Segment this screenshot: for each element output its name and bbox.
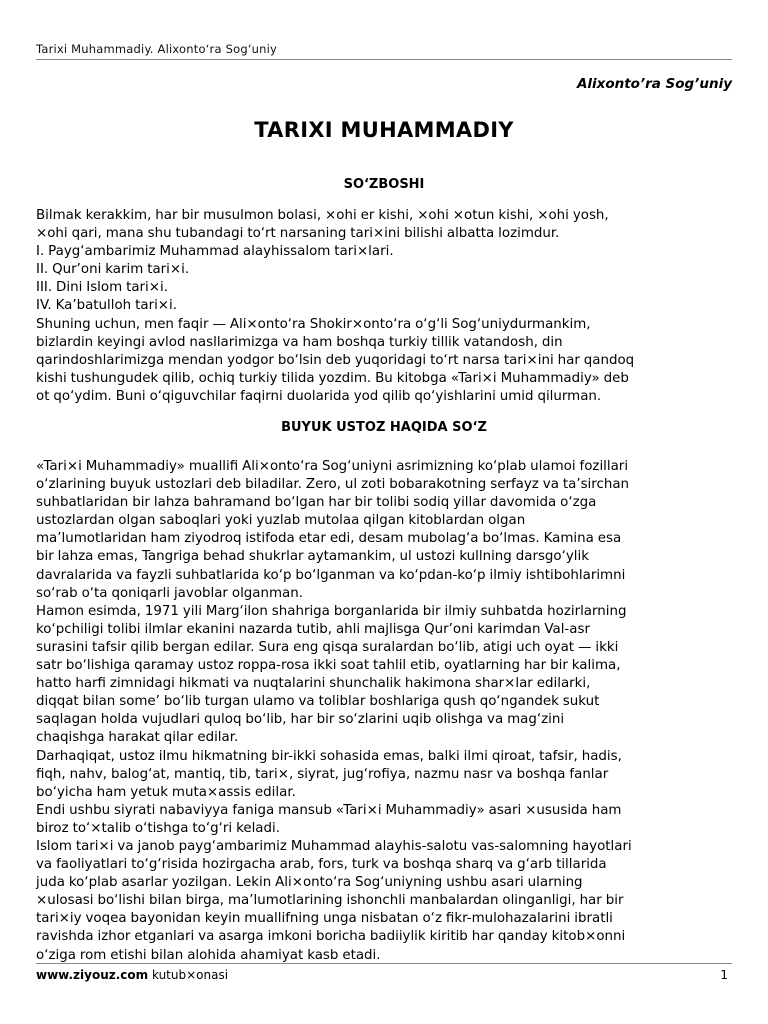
text-line: va faoliyatlari to‘g‘risida hozirgacha arab, fors, turk va boshqa sharq va g‘arb tillarida bbox=[36, 857, 607, 873]
text-line: tari×iy voqea bayonidan keyin muallifning unga nisbatan o‘z fikr-mulohazalarini ibratli bbox=[36, 911, 613, 927]
text-line: ustozlardan olgan saboqlari yoki yuzlab mutolaa qilgan kitoblardan olgan bbox=[36, 513, 526, 529]
text-line: ×ulosasi bo‘lishi bilan birga, ma’lumotlarining ishonchli manbalardan olinganligi, har bir bbox=[36, 893, 624, 909]
text-line: ma’lumotlaridan ham ziyodroq istifoda etar edi, desam mubolag‘a bo‘lmas. Kamina esa bbox=[36, 531, 622, 547]
text-line: fiqh, nahv, balog‘at, mantiq, tib, tari×, siyrat, jug‘rofiya, nazmu nasr va boshqa fanlar bbox=[36, 766, 609, 782]
text-line: III. Dini Islom tari×i. bbox=[36, 280, 168, 296]
section-heading-preface: SO‘ZBOSHI bbox=[343, 177, 425, 192]
footer-site-link[interactable]: www.ziyouz.com bbox=[36, 968, 149, 982]
text-line: satr bo‘lishiga qaramay ustoz roppa-rosa ikki soat tahlil etib, oyatlarning har bir kalima, bbox=[36, 658, 621, 674]
text-line: chaqishga harakat qilar edilar. bbox=[36, 730, 239, 746]
page-footer bbox=[36, 963, 732, 982]
text-line: suhbatlaridan bir lahza bahramand bo‘lgan har bir tolibi sodiq yillar davomida o‘zga bbox=[36, 495, 597, 511]
text-line: Bilmak kerakkim, har bir musulmon bolasi, ×ohi er kishi, ×ohi ×otun kishi, ×ohi yosh, bbox=[36, 208, 609, 223]
text-line: «Tari×i Muhammadiy» muallifi Ali×onto‘ra Sog‘uniyni asrimizning ko‘plab ulamoi fozillari bbox=[36, 459, 629, 474]
preface-body bbox=[36, 207, 736, 406]
text-line: ×ohi qari, mana shu tubandagi to‘rt narsaning tari×ini bilishi albatta lozimdur. bbox=[36, 226, 560, 242]
page-number: 1 bbox=[720, 968, 728, 982]
running-title: Tarixi Muhammadiy. Alixonto‘ra Sog‘uniy bbox=[36, 42, 278, 56]
text-line: kishi tushungudek qilib, ochiq turkiy tilida yozdim. Bu kitobga «Tari×i Muhammadiy» deb bbox=[36, 370, 629, 386]
text-line: hatto harfi zimnidagi hikmati va nuqtalarini shunchalik hakimona shar×lar edilarki, bbox=[36, 676, 591, 692]
text-line: Endi ushbu siyrati nabaviyya faniga mansub «Tari×i Muhammadiy» asari ×ususida ham bbox=[36, 802, 622, 818]
text-line: Shuning uchun, men faqir — Ali×onto‘ra Shokir×onto‘ra o‘g‘li Sog‘uniydurmankim, bbox=[36, 316, 591, 332]
about-teacher-body bbox=[36, 458, 736, 965]
author-name: Alixonto’ra Sog’uniy bbox=[576, 76, 732, 92]
running-header bbox=[36, 42, 732, 60]
text-line: I. Payg‘ambarimiz Muhammad alayhissalom tari×lari. bbox=[36, 244, 394, 260]
text-line: Islom tari×i va janob payg‘ambarimiz Muhammad alayhis-salotu vas-salomning hayotlari bbox=[36, 838, 632, 854]
text-line: saqlagan holda vujudlari quloq bo‘lib, har bir so‘zlarini uqib olishga va mag‘zini bbox=[36, 712, 565, 728]
text-line: davralarida va fayzli suhbatlarida ko‘p bo‘lganman va ko‘pdan-ko‘p ilmiy ishtibohlarimni bbox=[36, 567, 626, 583]
text-line: diqqat bilan some’ bo‘lib turgan ulamo va toliblar boshlariga qush qo‘ngandek sukut bbox=[36, 694, 600, 710]
text-line: biroz to‘×talib o‘tishga to‘g‘ri keladi. bbox=[36, 820, 280, 836]
document-title: TARIXI MUHAMMADIY bbox=[254, 118, 514, 142]
text-line: ot qo‘ydim. Buni o‘qiguvchilar faqirni duolarida yod qilib qo‘yishlarini umid qilurman. bbox=[36, 388, 602, 404]
text-line: bizlardin keyingi avlod nasllarimizga va ham boshqa turkiy tillik vatandosh, din bbox=[36, 334, 563, 350]
text-line: o‘zlarining buyuk ustozlari deb biladilar. Zero, ul zoti bobarakotning serfayz va ta’sirchan bbox=[36, 477, 630, 493]
text-line: ravishda izhor etganlari va asarga imkoni boricha badiiylik kiritib har qanday kitob×onni bbox=[36, 929, 626, 945]
section-heading-about-teacher: BUYUK USTOZ HAQIDA SO‘Z bbox=[281, 420, 487, 435]
text-line: bir lahza emas, Tangriga behad shukrlar aytamankim, ul ustozi kullning darsgo‘ylik bbox=[36, 549, 589, 565]
text-line: o‘ziga rom etishi bilan alohida ahamiyat kasb etadi. bbox=[36, 947, 381, 963]
footer-site-suffix: kutub×onasi bbox=[148, 968, 229, 982]
text-line: II. Qur’oni karim tari×i. bbox=[36, 262, 190, 278]
text-line: ko‘pchiligi tolibi ilmlar ekanini nazarda tutib, ahli majlisga Qur’oni karimdan Val-asr bbox=[36, 621, 590, 637]
text-line: qarindoshlarimizga mendan yodgor bo‘lsin deb yuqoridagi to‘rt narsa tari×ini har qandoq bbox=[36, 352, 635, 368]
text-line: surasini tafsir qilib bergan edilar. Sura eng qisqa suralardan bo‘lib, atigi uch oyat — ikki bbox=[36, 639, 619, 655]
text-line: Hamon esimda, 1971 yili Marg‘ilon shahriga borganlarida bir ilmiy suhbatda hozirlarning bbox=[36, 603, 627, 619]
text-line: Darhaqiqat, ustoz ilmu hikmatning bir-ikki sohasida emas, balki ilmi qiroat, tafsir, hadis, bbox=[36, 748, 622, 764]
text-line: juda ko‘plab asarlar yozilgan. Lekin Ali×onto‘ra Sog‘uniyning ushbu asari ularning bbox=[36, 875, 583, 891]
text-line: so‘rab o‘ta qoniqarli javoblar olganman. bbox=[36, 585, 303, 601]
text-line: IV. Ka’batulloh tari×i. bbox=[36, 298, 178, 314]
text-line: bo‘yicha ham yetuk muta×assis edilar. bbox=[36, 784, 296, 800]
